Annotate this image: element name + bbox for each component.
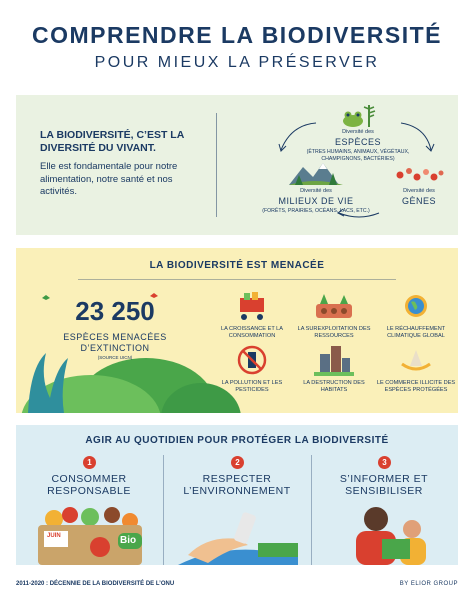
action-number-2: 2 (231, 456, 244, 469)
especes-label: Diversité des (342, 129, 374, 135)
action-label-3: S’INFORMER ET SENSIBILISER (339, 473, 429, 497)
action-label-2: RESPECTER L’ENVIRONNEMENT (183, 473, 291, 497)
milieux-title: MILIEUX DE VIE (278, 196, 354, 206)
basket-tag-date: JUIN (47, 533, 61, 539)
threat-overexploitation: LA SUREXPLOITATION DES RESSOURCES (294, 290, 374, 340)
species-count-label: ESPÈCES MENACÉES D’EXTINCTION (63, 332, 167, 353)
mountains-icon (289, 161, 343, 187)
action-number-1: 1 (83, 456, 96, 469)
action-number-3: 3 (378, 456, 391, 469)
no-spray-icon (232, 344, 272, 376)
threat-consumption: LA CROISSANCE ET LA CONSOMMATION (212, 290, 292, 340)
milieux-desc: (FORÊTS, PRAIRIES, OCÉANS, LACS, ETC.) (262, 208, 370, 214)
footer-brand: BY ELIOR GROUP (399, 581, 458, 587)
genes-label: Diversité des (403, 188, 435, 194)
genes-title: GÈNES (401, 196, 436, 206)
especes-desc: (ÊTRES HUMAINS, ANIMAUX, VÉGÉTAUX, CHAMPIGNONS, BACTÉRIES) (306, 149, 410, 162)
actions-heading: AGIR AU QUOTIDIEN POUR PROTÉGER LA BIODIVERSITÉ (85, 435, 389, 446)
action-label-1: CONSOMMER RESPONSABLE (47, 473, 131, 497)
basket-tag-bio: Bio (120, 535, 137, 546)
actions-panel (16, 425, 458, 565)
footer-decade: 2011-2020 : DÉCENNIE DE LA BIODIVERSITÉ DE L’ONU (16, 581, 175, 587)
species-count: 23 250 (75, 296, 155, 326)
buildings-icon (314, 344, 354, 376)
page-title: COMPRENDRE LA BIODIVERSITÉ (31, 22, 442, 48)
divider (163, 455, 164, 565)
sun-earth-icon (396, 290, 436, 322)
divider (311, 455, 312, 565)
divider (216, 113, 217, 217)
page-subtitle: POUR MIEUX LA PRÉSERVER (94, 54, 380, 71)
species-count-source: (SOURCE UICN) (97, 355, 133, 360)
milieux-label: Diversité des (300, 188, 332, 194)
shopping-cart-icon (232, 290, 272, 322)
tree-stumps-icon (314, 290, 354, 322)
reading-people-illustration (326, 505, 446, 565)
jewelry-icon (396, 344, 436, 376)
threat-pollution: LA POLLUTION ET LES PESTICIDES (212, 344, 292, 394)
intro-body: Elle est fondamentale pour notre alimentation, notre santé et nos activités. (40, 161, 178, 197)
frog-plant-icon (338, 103, 378, 129)
recycling-hands-illustration (178, 505, 298, 565)
threat-warming: LE RÉCHAUFFEMENT CLIMATIQUE GLOBAL (376, 290, 456, 340)
intro-heading: LA BIODIVERSITÉ, C’EST LA DIVERSITÉ DU VIVANT. (40, 129, 184, 154)
threats-panel (16, 248, 458, 413)
threat-illegal-trade: LE COMMERCE ILLICITE DES ESPÈCES PROTÉGÉES (376, 344, 456, 394)
diversity-cycle (221, 95, 458, 235)
especes-title: ESPÈCES (334, 137, 382, 147)
threat-habitat-destruction: LA DESTRUCTION DES HABITATS (294, 344, 374, 394)
intro-panel (16, 95, 458, 235)
dna-icon (395, 165, 445, 185)
threats-heading: LA BIODIVERSITÉ EST MENACÉE (149, 260, 325, 271)
